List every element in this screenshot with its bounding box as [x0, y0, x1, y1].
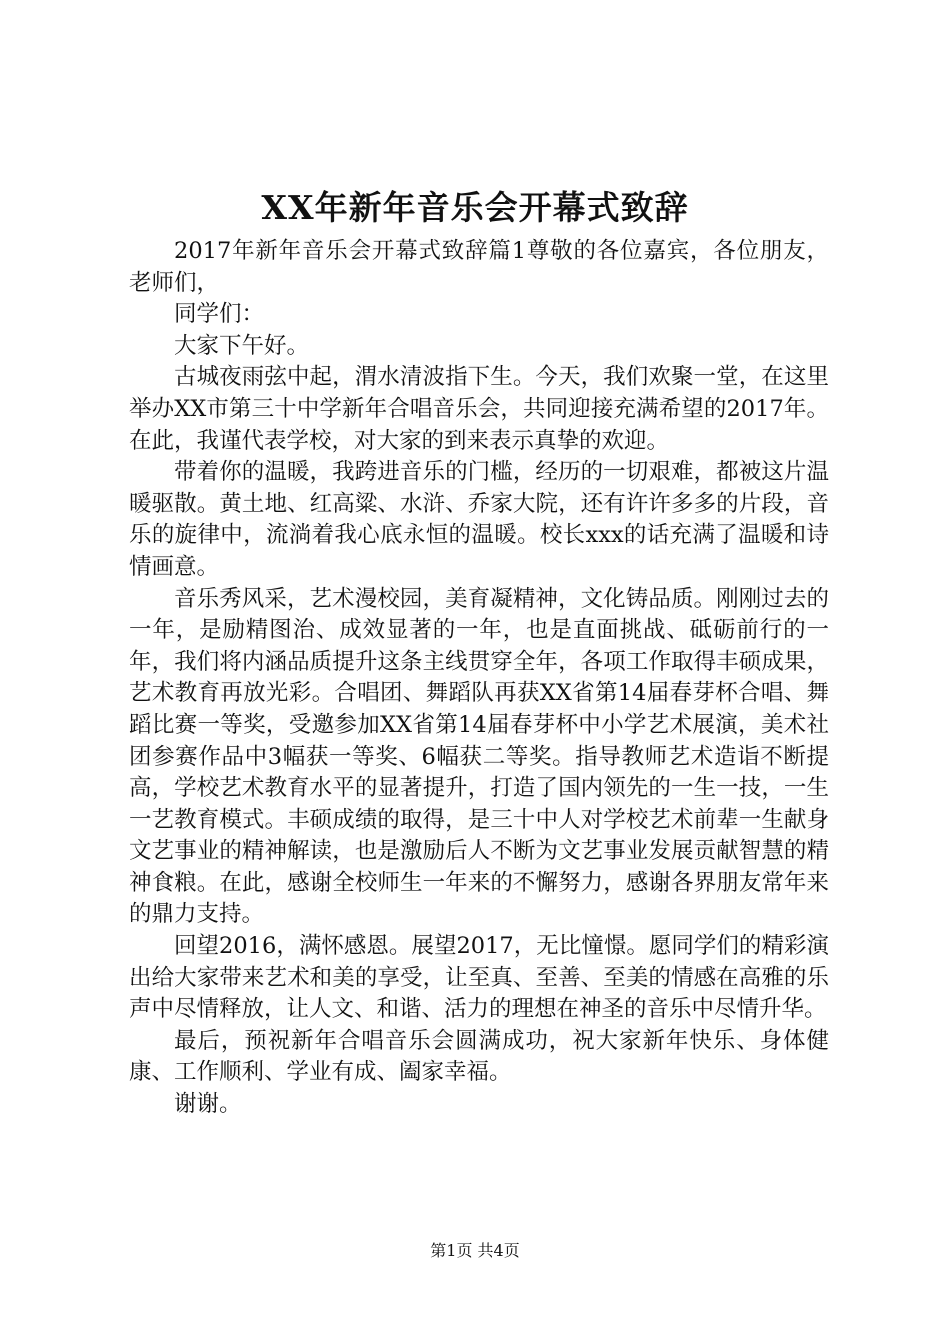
paragraph-8: 最后，预祝新年合唱音乐会圆满成功，祝大家新年快乐、身体健康、工作顺利、学业有成、阖家幸福。 [129, 1027, 829, 1086]
document-body [129, 236, 829, 1121]
paragraph-2: 同学们： [174, 301, 265, 328]
paragraph-4: 古城夜雨弦中起，渭水清波指下生。今天，我们欢聚一堂，在这里举办XX市第三十中学新年合唱音乐会，共同迎接充满希望的2017年。在此，我谨代表学校，对大家的到来表示真挚的欢迎。 [129, 364, 829, 454]
paragraph-9: 谢谢。 [174, 1091, 242, 1118]
paragraph-6: 音乐秀风采，艺术漫校园，美育凝精神，文化铸品质。刚刚过去的一年，是励精图治、成效显著的一年，也是直面挑战、砥砺前行的一年，我们将内涵品质提升这条主线贯穿全年，各项工作取得丰硕成果，艺术教育再放光彩。合唱团、舞蹈队再获XX省第14届春芽杯合唱、舞蹈比赛一等奖，受邀参加XX省第14届春芽杯中小学艺术展演，美术社团参赛作品中3幅获一等奖、6幅获二等奖。指导教师艺术造诣不断提高，学校艺术教育水平的显著提升，打造了国内领先的一生一技，一生一艺教育模式。丰硕成绩的取得，是三十中人对学校艺术前辈一生献身文艺事业的精神解读，也是激励后人不断为文艺事业发展贡献智慧的精神食粮。在此，感谢全校师生一年来的不懈努力，感谢各界朋友常年来的鼎力支持。 [129, 585, 829, 928]
document-title: XX年新年音乐会开幕式致辞 [261, 188, 689, 227]
paragraph-7: 回望2016，满怀感恩。展望2017，无比憧憬。愿同学们的精彩演出给大家带来艺术和美的享受，让至真、至善、至美的情感在高雅的乐声中尽情释放，让人文、和谐、活力的理想在神圣的音乐中尽情升华。 [129, 933, 829, 1023]
paragraph-5: 带着你的温暖，我跨进音乐的门槛，经历的一切艰难，都被这片温暖驱散。黄土地、红高粱、水浒、乔家大院，还有许许多多的片段，音乐的旋律中，流淌着我心底永恒的温暖。校长xxx的话充满了温暖和诗情画意。 [129, 459, 829, 580]
paragraph-1: 2017年新年音乐会开幕式致辞篇1尊敬的各位嘉宾，各位朋友，老师们， [129, 238, 829, 296]
paragraph-3: 大家下午好。 [174, 332, 310, 359]
page-footer: 第1页 共4页 [430, 1241, 520, 1260]
